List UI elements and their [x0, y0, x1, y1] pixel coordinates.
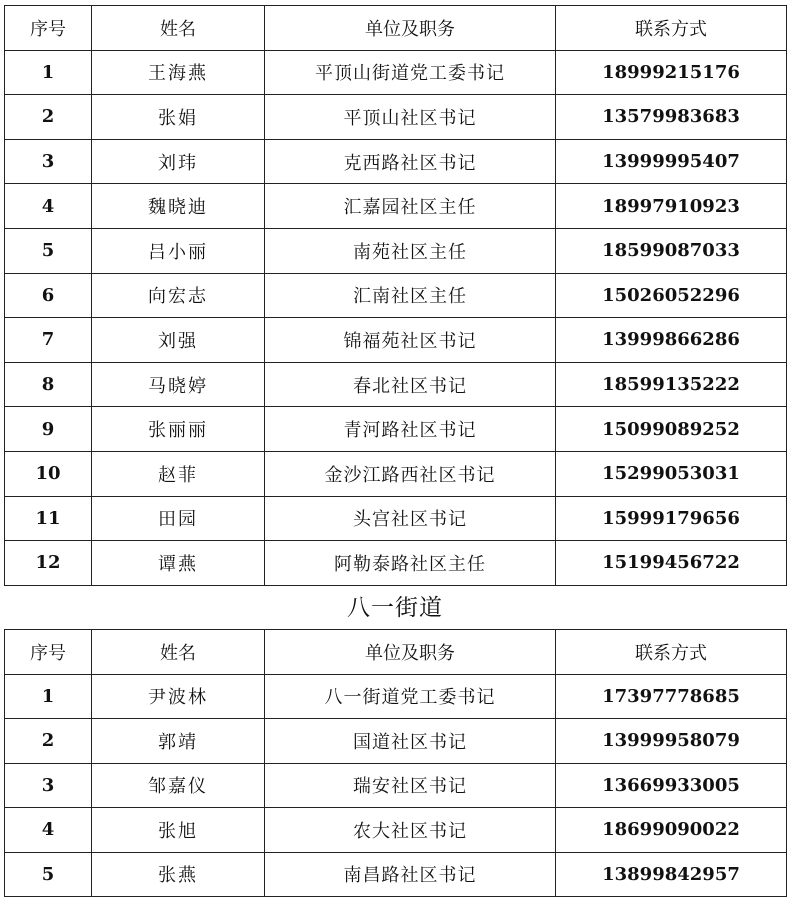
row-phone: 18699090022 [556, 808, 787, 853]
row-unit: 金沙江路西社区书记 [265, 451, 556, 496]
row-phone: 18999215176 [556, 50, 787, 95]
row-unit: 国道社区书记 [265, 719, 556, 764]
row-unit: 锦福苑社区书记 [265, 318, 556, 363]
bayi-contact-table [4, 629, 787, 897]
row-name: 张旭 [92, 808, 265, 853]
row-name: 张娟 [92, 95, 265, 140]
row-unit: 汇嘉园社区主任 [265, 184, 556, 229]
row-name: 田园 [92, 496, 265, 541]
row-unit: 青河路社区书记 [265, 407, 556, 452]
row-name: 魏晓迪 [92, 184, 265, 229]
row-phone: 17397778685 [556, 674, 787, 719]
row-seq: 11 [5, 496, 92, 541]
table-row [5, 541, 787, 586]
row-seq: 3 [5, 763, 92, 808]
row-phone: 13579983683 [556, 95, 787, 140]
row-seq: 3 [5, 139, 92, 184]
row-unit: 瑞安社区书记 [265, 763, 556, 808]
table-row [5, 273, 787, 318]
row-name: 吕小丽 [92, 228, 265, 273]
table-row [5, 451, 787, 496]
row-name: 邹嘉仪 [92, 763, 265, 808]
row-name: 王海燕 [92, 50, 265, 95]
row-unit: 头宫社区书记 [265, 496, 556, 541]
row-seq: 2 [5, 95, 92, 140]
table-row [5, 362, 787, 407]
table-row [5, 719, 787, 764]
header-seq: 序号 [5, 6, 92, 51]
row-unit: 南苑社区主任 [265, 228, 556, 273]
row-phone: 13999958079 [556, 719, 787, 764]
row-name: 张燕 [92, 852, 265, 897]
row-name: 马晓婷 [92, 362, 265, 407]
header-unit: 单位及职务 [265, 6, 556, 51]
section-title-bayi: 八一街道 [347, 595, 443, 621]
row-name: 尹波林 [92, 674, 265, 719]
row-phone: 18599135222 [556, 362, 787, 407]
row-unit: 南昌路社区书记 [265, 852, 556, 897]
row-phone: 15199456722 [556, 541, 787, 586]
row-seq: 1 [5, 674, 92, 719]
header-unit: 单位及职务 [265, 630, 556, 675]
row-name: 张丽丽 [92, 407, 265, 452]
header-seq: 序号 [5, 630, 92, 675]
row-name: 向宏志 [92, 273, 265, 318]
row-name: 刘玮 [92, 139, 265, 184]
row-unit: 平顶山社区书记 [265, 95, 556, 140]
row-phone: 15299053031 [556, 451, 787, 496]
table-row [5, 496, 787, 541]
row-unit: 春北社区书记 [265, 362, 556, 407]
header-contact: 联系方式 [556, 6, 787, 51]
table-header-row [5, 630, 787, 675]
row-seq: 5 [5, 228, 92, 273]
table-row [5, 763, 787, 808]
row-unit: 农大社区书记 [265, 808, 556, 853]
table-row [5, 184, 787, 229]
table-header-row [5, 6, 787, 51]
row-seq: 12 [5, 541, 92, 586]
row-unit: 阿勒泰路社区主任 [265, 541, 556, 586]
row-phone: 15099089252 [556, 407, 787, 452]
row-seq: 9 [5, 407, 92, 452]
row-name: 刘强 [92, 318, 265, 363]
table-row [5, 95, 787, 140]
row-name: 郭靖 [92, 719, 265, 764]
row-phone: 13999866286 [556, 318, 787, 363]
row-seq: 6 [5, 273, 92, 318]
table-row [5, 318, 787, 363]
row-phone: 18599087033 [556, 228, 787, 273]
header-contact: 联系方式 [556, 630, 787, 675]
header-name: 姓名 [92, 630, 265, 675]
row-phone: 18997910923 [556, 184, 787, 229]
row-unit: 平顶山街道党工委书记 [265, 50, 556, 95]
row-unit: 汇南社区主任 [265, 273, 556, 318]
row-name: 谭燕 [92, 541, 265, 586]
row-seq: 4 [5, 808, 92, 853]
row-phone: 13999995407 [556, 139, 787, 184]
table-row [5, 407, 787, 452]
table-row [5, 139, 787, 184]
row-phone: 13669933005 [556, 763, 787, 808]
row-seq: 1 [5, 50, 92, 95]
row-seq: 5 [5, 852, 92, 897]
header-name: 姓名 [92, 6, 265, 51]
row-name: 赵菲 [92, 451, 265, 496]
row-unit: 克西路社区书记 [265, 139, 556, 184]
table-row [5, 50, 787, 95]
row-phone: 13899842957 [556, 852, 787, 897]
row-unit: 八一街道党工委书记 [265, 674, 556, 719]
row-phone: 15999179656 [556, 496, 787, 541]
row-seq: 10 [5, 451, 92, 496]
row-seq: 8 [5, 362, 92, 407]
row-seq: 2 [5, 719, 92, 764]
pingdingshan-contact-table [4, 5, 787, 586]
table-row [5, 852, 787, 897]
row-seq: 7 [5, 318, 92, 363]
row-seq: 4 [5, 184, 92, 229]
row-phone: 15026052296 [556, 273, 787, 318]
table-row [5, 228, 787, 273]
table-row [5, 808, 787, 853]
table-row [5, 674, 787, 719]
